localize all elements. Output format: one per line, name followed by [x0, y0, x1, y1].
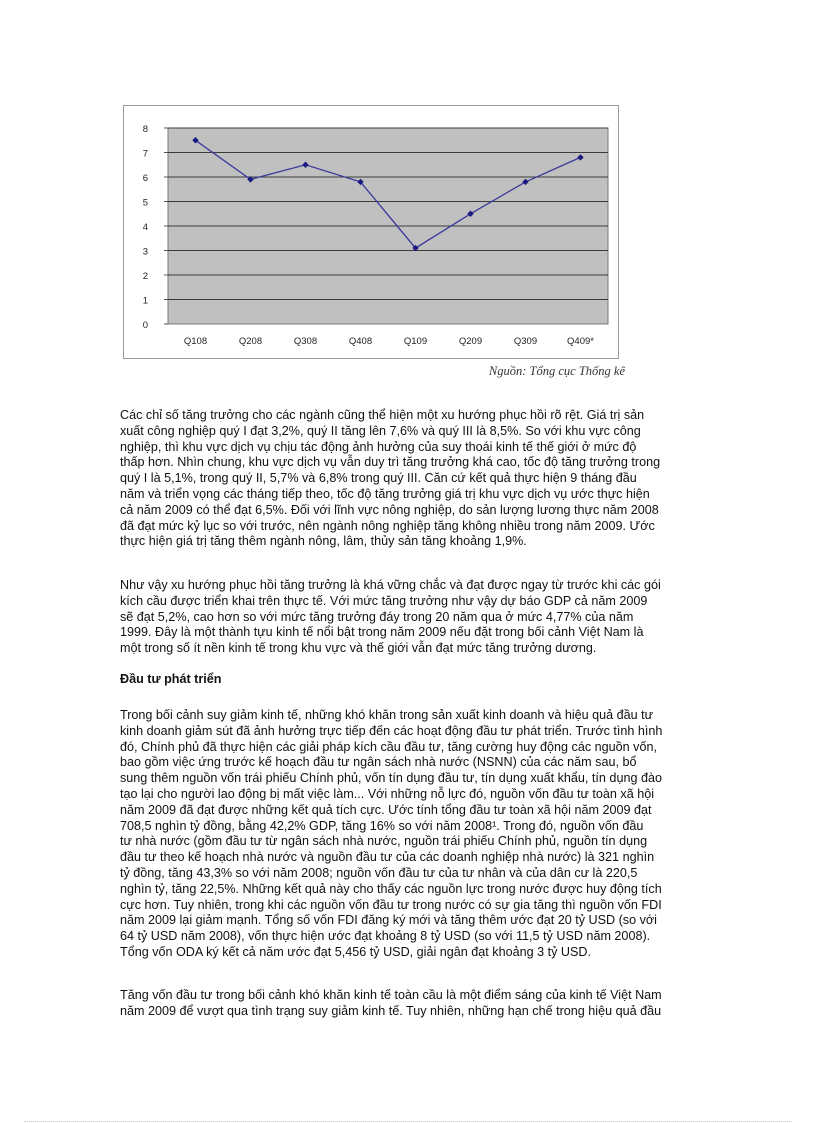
- x-tick-label: Q308: [293, 336, 318, 347]
- paragraph-line: năm 2009 đã đạt được những kết quả tích cực. Ước tính tổng đầu tư toàn xã hội năm 2009 đạt: [120, 802, 652, 817]
- chart-svg: [124, 106, 618, 358]
- paragraph-line: một trong số ít nền kinh tế trong khu vực và thế giới vẫn đạt mức tăng trưởng dương.: [120, 641, 597, 656]
- paragraph-line: 1999. Đây là một thành tựu kinh tế nổi bật trong năm 2009 nếu đặt trong bối cảnh Việt Nam là: [120, 625, 644, 640]
- x-tick-label: Q108: [183, 336, 208, 347]
- paragraph-line: cực hơn. Tuy nhiên, trong khi các nguồn vốn đầu tư trong nước có sự gia tăng thì nguồn vốn FDI: [120, 897, 662, 912]
- growth-line-chart: [123, 105, 619, 359]
- paragraph-line: đầu tư theo kế hoạch nhà nước và nguồn đầu tư của các doanh nghiệp nhà nước) là 321 nghìn: [120, 850, 655, 865]
- paragraph-line: Như vậy xu hướng phục hồi tăng trưởng là khá vững chắc và đạt được ngay từ trước khi các gói: [120, 578, 661, 592]
- paragraph-line: nghiệp, thì khu vực dịch vụ chịu tác động ảnh hưởng của suy thoái kinh tế thế giới ở mức độ: [120, 439, 637, 454]
- y-tick-label: 0: [142, 320, 148, 331]
- paragraph-line: thấp hơn. Nhìn chung, khu vực dịch vụ vẫn duy trì tăng trưởng khá cao, tốc độ tăng trưởng trong: [120, 455, 661, 470]
- paragraph-line: đã đạt mức kỷ lục so với trước, nên ngành nông nghiệp tăng không nhiều trong năm 2009. Ước: [120, 518, 655, 533]
- paragraph-recovery-trend: [120, 578, 700, 657]
- x-tick-label: Q408: [348, 336, 373, 347]
- chart-source-note: Nguồn: Tổng cục Thống kê: [488, 364, 625, 378]
- section-heading: Đầu tư phát triển: [120, 672, 222, 686]
- paragraph-line: cả năm 2009 có thể đạt 6,5%. Đối với lĩnh vực nông nghiệp, do sản lượng lương thực năm 2008: [120, 502, 659, 517]
- x-tick-label: Q209: [458, 336, 483, 347]
- paragraph-line: kinh doanh giảm sút đã ảnh hưởng trực tiếp đến các hoạt động đầu tư phát triển. Trước tình hình: [120, 723, 663, 738]
- paragraph-line: nghìn tỷ, tăng 22,5%. Những kết quả này cho thấy các nguồn lực trong nước được huy động tích: [120, 881, 662, 896]
- y-tick-label: 7: [142, 148, 148, 160]
- paragraph-line: xuất công nghiệp quý I đạt 3,2%, quý II tăng lên 7,6% và quý III là 8,5%. So với khu vực công: [120, 423, 641, 438]
- paragraph-line: quý I là 5,1%, trong quý II, 5,7% và 6,8% trong quý III. Căn cứ kết quả thực hiện 9 tháng đầu: [120, 471, 637, 486]
- y-tick-label: 3: [142, 246, 148, 258]
- y-tick-label: 6: [142, 173, 148, 184]
- y-tick-label: 1: [142, 295, 148, 307]
- paragraph-line: năm 2009 để vượt qua tình trạng suy giảm kinh tế. Tuy nhiên, những hạn chế trong hiệu quả đầu: [120, 1003, 662, 1018]
- page-footer-divider: [24, 1121, 792, 1122]
- paragraph-line: Tổng vốn ODA ký kết cả năm ước đạt 5,456 tỷ USD, giải ngân đạt khoảng 3 tỷ USD.: [120, 944, 592, 959]
- paragraph-line: sẽ đạt 5,2%, cao hơn so với mức tăng trưởng đáy trong 20 năm qua ở mức 4,77% của năm: [120, 609, 634, 624]
- paragraph-line: thực hiện giá trị tăng thêm ngành nông, lâm, thủy sản tăng khoảng 1,9%.: [120, 534, 527, 549]
- x-tick-label: Q309: [513, 336, 538, 347]
- y-tick-label: 4: [142, 222, 148, 233]
- paragraph-line: 708,5 nghìn tỷ đồng, bằng 42,2% GDP, tăng 16% so với năm 2008¹. Trong đó, nguồn vốn đầu: [120, 818, 644, 833]
- y-tick-label: 8: [142, 124, 148, 135]
- paragraph-line: Các chỉ số tăng trưởng cho các ngành cũng thể hiện một xu hướng phục hồi rõ rệt. Giá trị sản: [120, 408, 645, 422]
- paragraph-line: tỷ đồng, tăng 43,3% so với năm 2008; nguồn vốn đầu tư của tư nhân và của dân cư là 220,5: [120, 865, 638, 880]
- paragraph-investment: [120, 708, 700, 961]
- x-tick-label: Q109: [403, 336, 428, 347]
- paragraph-line: tư nhà nước (gồm đầu tư từ ngân sách nhà nước, nguồn trái phiếu Chính phủ, nguồn tín dụng: [120, 834, 648, 849]
- paragraph-line: kích cầu được triển khai trên thực tế. Với mức tăng trưởng như vậy dự báo GDP cả năm 2009: [120, 593, 648, 608]
- y-tick-label: 2: [142, 271, 148, 282]
- paragraph-line: năm 2009 lại giảm mạnh. Tổng số vốn FDI đăng ký mới và tăng thêm ước đạt 20 tỷ USD (so với: [120, 913, 657, 928]
- paragraph-investment-conclusion: [120, 988, 700, 1020]
- paragraph-line: tạo lại cho người lao động bị mất việc làm... Với những nỗ lực đó, nguồn vốn đầu tư toàn xã hội: [120, 786, 655, 801]
- paragraph-line: Tăng vốn đầu tư trong bối cảnh khó khăn kinh tế toàn cầu là một điểm sáng của kinh tế Việt Nam: [120, 988, 662, 1002]
- paragraph-line: sung thêm nguồn vốn trái phiếu Chính phủ, vốn tín dụng đầu tư, tín dụng xuất khẩu, tín dụng đào: [120, 771, 662, 786]
- paragraph-line: Trong bối cảnh suy giảm kinh tế, những khó khăn trong sản xuất kinh doanh và hiệu quả đầu tư: [120, 708, 654, 722]
- paragraph-growth-sectors: [120, 408, 700, 550]
- paragraph-line: bao gồm việc ứng trước kế hoạch đầu tư ngân sách nhà nước (NSNN) của các năm sau, bổ: [120, 755, 637, 770]
- x-tick-label: Q409*: [567, 336, 594, 347]
- paragraph-line: đó, Chính phủ đã thực hiện các giải pháp kích cầu đầu tư, tăng cường huy động các nguồn vốn,: [120, 739, 657, 754]
- y-tick-label: 5: [142, 197, 148, 209]
- paragraph-line: năm và triển vọng các tháng tiếp theo, tốc độ tăng trưởng giá trị khu vực dịch vụ ước thực hiện: [120, 486, 650, 501]
- x-tick-label: Q208: [238, 336, 263, 347]
- paragraph-line: 64 tỷ USD năm 2008), vốn thực hiện ước đạt khoảng 8 tỷ USD (so với 11,5 tỷ USD năm 2008).: [120, 929, 651, 944]
